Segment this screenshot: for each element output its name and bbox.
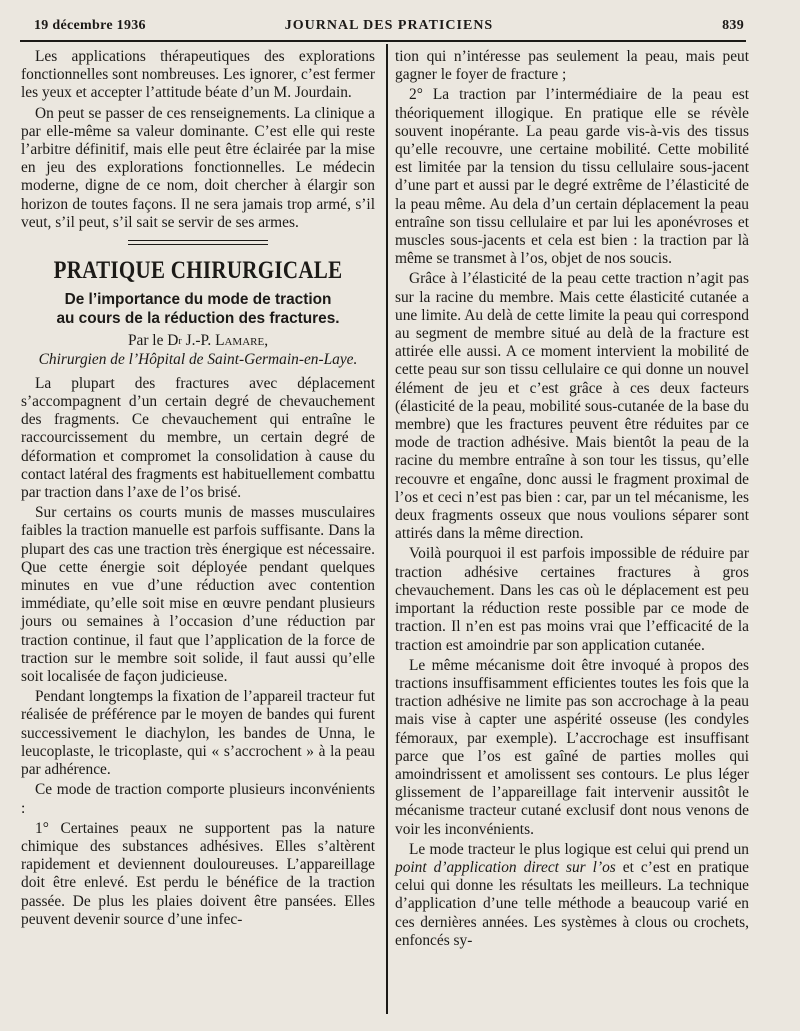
paragraph-text: Le mode tracteur le plus logique est celui qui prend un — [409, 840, 749, 858]
paragraph: 2° La traction par l’intermédiaire de la peau est théoriquement illogique. En pratique elle se révèle souvent inopérante. La peau garde vis-à-vis des tissus qu’elle recouvre, une certaine mobilité. Cette mobilité est limitée par la tension du tissu cellulaire sous-jacent d’une part et aussi par le degré extrême de l’élasticité de la peau même. Au dela d’un certain déplacement la peau entraîne son tissu cellulaire et par lui les aponévroses et muscles sous-jacents et cela est bien : la traction par là même se transmet à l’os, objet de nos soucis. — [395, 86, 749, 268]
paragraph: tion qui n’intéresse pas seulement la peau, mais peut gagner le foyer de fracture ; — [395, 48, 749, 84]
paragraph: Grâce à l’élasticité de la peau cette traction n’agit pas sur la racine du membre. Mais cette élasticité cutanée a une limite. Au delà de cette limite la peau qui correspond au segment de membre situé au delà de la fracture est attirée elle aussi. A ce moment intervient la mobilité de cette peau sur son tissu cellulaire ce qui donne un nouvel élément de jeu et c’est grâce à ces deux facteurs (élasticité de la peau, mobilité sous-cutanée de la base du membre) que les fractures peuvent être réduites par ce mode de traction adhésive. Mais bientôt la peau de la racine du membre entraîne à son tour les tissus, qu’elle recouvre et engaîne, donc aussi le fragment proximal de l’os et ceci n’est pas bien : car, par un tel mécanisme, les deux fragments osseux que nous voulions séparer sont attirés dans la même direction. — [395, 270, 749, 543]
left-column — [21, 48, 375, 929]
article-title-line: De l’importance du mode de traction — [64, 291, 332, 309]
section-title: PRATIQUE CHIRURGICALE — [53, 255, 343, 285]
article-title-line: au cours de la réduction des fractures. — [56, 309, 340, 327]
page-number: 839 — [722, 18, 744, 33]
emphasis: point d’application direct sur l’os — [395, 858, 616, 876]
article-title — [21, 291, 375, 328]
paragraph — [395, 841, 749, 950]
header-rule — [20, 40, 746, 42]
running-header — [34, 16, 744, 38]
paragraph: Les applications thérapeutiques des explorations fonctionnelles sont nombreuses. Les ignorer, c’est fermer les yeux et accepter l’attitude béate d’un M. Jourdain. — [21, 48, 375, 102]
paragraph: Pendant longtemps la fixation de l’appareil tracteur fut réalisée de préférence par le moyen de bandes qui furent successivement le diachylon, les bandes de Unna, le leucoplaste, le tricoplaste, qui « s’accrochent » à la peau par adhérence. — [21, 688, 375, 779]
journal-title: JOURNAL DES PRATICIENS — [284, 18, 494, 33]
column-divider — [386, 44, 388, 1014]
author-name: J.-P. Lamare, — [185, 332, 269, 350]
paragraph-text: et c’est en pratique celui qui donne les résultats les meilleurs. La technique d’application d’une telle méthode a beaucoup varié en ces dernières années. Les systèmes à clous ou crochets, enfoncés sy- — [395, 858, 749, 949]
paragraph: Le même mécanisme doit être invoqué à propos des tractions insuffisamment efficientes toutes les fois que la traction adhésive ne limite pas son accrochage à la peau mais vise à capter une aspérité osseuse (les condyles fémoraux, par exemple). L’accrochage est insuffisant parce que l’os est gaîné de parties molles qui amoindrissent et amolissent ses contours. Le plus léger glissement de l’appareillage fait intervenir aussitôt le mécanisme tracteur cutané exclusif dont nous venons de voir les inconvénients. — [395, 656, 749, 838]
byline — [21, 332, 375, 350]
paragraph: On peut se passer de ces renseignements. La clinique a par elle-même sa valeur dominante. C’est elle qui reste l’arbitre définitif, mais elle peut être éclairée par la mise en jeu des explorations fonctionnelles. Le médecin moderne, digne de ce nom, doit chercher à élargir son horizon de toutes façons. Il ne sera jamais trop armé, s’il veut, s’il peut, s’il sait se servir de ses armes. — [21, 104, 375, 231]
paragraph: 1° Certaines peaux ne supportent pas la nature chimique des substances adhésives. Elles s’altèrent rapidement et deviennent douloureuses. L’appareillage doit être enlevé. Est perdu le bénéfice de la traction passée. De plus les plaies doivent être pansées. Elles peuvent devenir source d’une infec- — [21, 819, 375, 928]
byline-superscript: r — [178, 336, 182, 348]
paragraph: Sur certains os courts munis de masses musculaires faibles la traction manuelle est parfois suffisante. Dans la plupart des cas une traction très énergique est nécessaire. Que cette énergie soit déployée pendant quelques minutes en vue d’une réduction avec contention immédiate, qu’elle soit mise en œuvre pendant plusieurs jours ou semaines à l’occasion d’une réduction par traction continue, il faut que l’application de la force de traction sur le membre soit solide, il faut aussi qu’elle soit localisée de façon judicieuse. — [21, 504, 375, 686]
section-separator — [128, 240, 268, 245]
paragraph: Ce mode de traction comporte plusieurs inconvénients : — [21, 781, 375, 817]
byline-prefix: Par le D — [127, 332, 179, 350]
paragraph: La plupart des fractures avec déplacement s’accompagnent d’un certain degré de chevauchement des fragments. Ce chevauchement qui entraîne le raccourcissement du membre, un certain degré de déformation et compromet la consolidation à cause du contact latéral des fragments est habituellement combattu par traction dans l’axe de l’os brisé. — [21, 374, 375, 502]
author-affiliation: Chirurgien de l’Hôpital de Saint-Germain-en-Laye. — [38, 350, 358, 368]
right-column — [395, 48, 749, 950]
paragraph: Voilà pourquoi il est parfois impossible de réduire par traction adhésive certaines fractures à gros chevauchement. Dans les cas où le déplacement est peu important la réduction reste possible par ce mode de traction. Il n’en est pas moins vrai que l’efficacité de la traction est amoindrie par son application cutanée. — [395, 545, 749, 654]
issue-date: 19 décembre 1936 — [34, 18, 146, 33]
